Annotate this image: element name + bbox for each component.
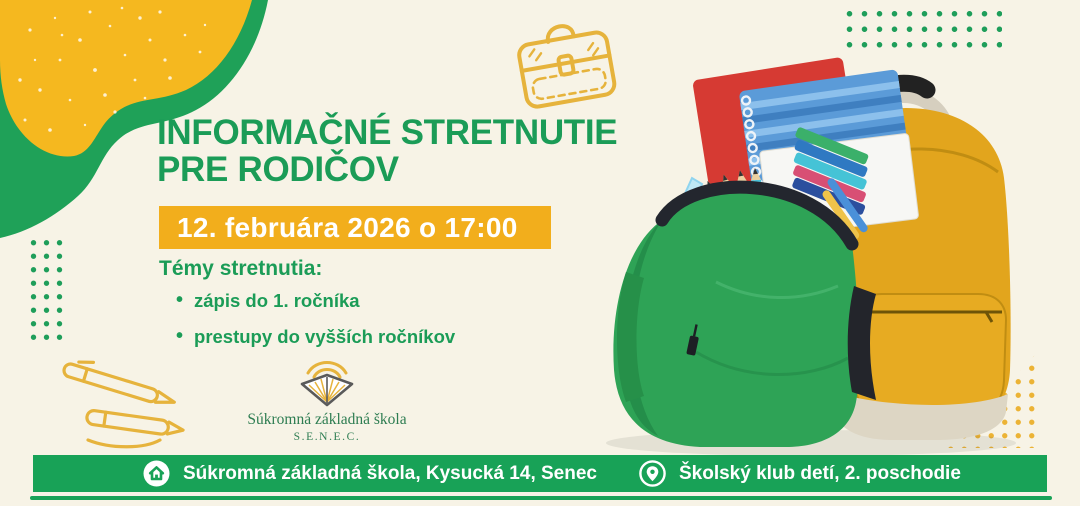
- topics-heading: Témy stretnutia:: [159, 257, 323, 280]
- title-line-2: PRE RODIČOV: [157, 150, 399, 190]
- home-icon: [143, 460, 170, 487]
- footer-club-group: [639, 460, 961, 487]
- logo-acronym: S.E.N.E.C.: [293, 431, 361, 443]
- topic-item: [176, 289, 455, 312]
- footer-address-group: [143, 460, 597, 487]
- date-banner: [159, 206, 551, 249]
- poster-title: [157, 114, 617, 188]
- backpacks-photo: [596, 50, 1016, 458]
- topic-text: • prestupy do vyšších ročníkov: [194, 325, 456, 347]
- footer-underline: [30, 496, 1052, 500]
- top-right-dot-grid-decoration: [842, 6, 1002, 50]
- footer-bar: [33, 455, 1047, 492]
- logo-school-name: Súkromná základná škola: [247, 411, 407, 428]
- left-dot-grid-decoration: [27, 236, 65, 346]
- footer-club-text: Školský klub detí, 2. poschodie: [678, 462, 961, 484]
- date-text: 12. februára 2026 o 17:00: [177, 211, 518, 243]
- school-logo: [232, 360, 422, 443]
- location-pin-icon: [639, 460, 666, 487]
- topics-list: [176, 289, 455, 361]
- topic-text: • zápis do 1. ročníka: [194, 289, 360, 311]
- title-line-1: INFORMAČNÉ STRETNUTIE: [157, 113, 618, 152]
- topic-item: [176, 325, 455, 348]
- open-book-logo-icon: [295, 360, 359, 410]
- pens-doodle-icon: [52, 352, 197, 452]
- footer-address-text: Súkromná základná škola, Kysucká 14, Senec: [183, 462, 597, 484]
